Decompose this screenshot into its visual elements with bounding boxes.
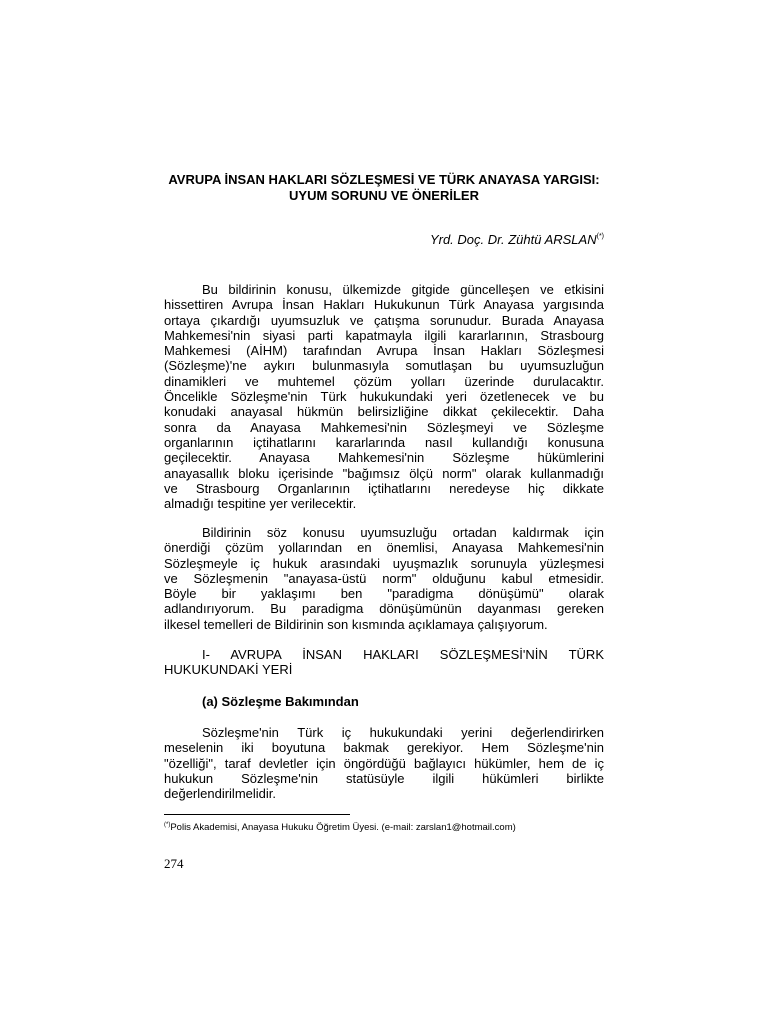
text-line: hukukun Sözleşme'nin statüsüyle ilgili hükümleri birlikte xyxy=(164,770,604,786)
text-line: ve Sözleşmenin "anayasa-üstü norm" olduğunu kabul etmesidir. xyxy=(164,570,604,586)
text-line: Bildirinin söz konusu uyumsuzluğu ortadan kaldırmak için xyxy=(202,525,604,540)
text-line: "özelliği", taraf devletler için öngördüğü bağlayıcı hükümler, hem de iç xyxy=(164,755,604,771)
section-heading xyxy=(164,647,604,678)
page-number: 274 xyxy=(164,856,184,871)
text-line: meselenin iki boyutuna bakmak gerekiyor. Hem Sözleşme'nin xyxy=(164,740,604,756)
text-line: anayasallık bloku içerisinde "bağımsız ölçü norm" olarak kullanmadığı xyxy=(164,465,604,481)
article-title: AVRUPA İNSAN HAKLARI SÖZLEŞMESİ VE TÜRK ANAYASA YARGISI: UYUM SORUNU VE ÖNERİLER xyxy=(168,172,600,203)
text-line: Bu bildirinin konusu, ülkemizde gitgide güncelleşen ve etkisini xyxy=(202,282,604,297)
text-line: Mahkemesi (AİHM) tarafından Avrupa İnsan Hakları Sözleşmesi xyxy=(164,343,604,359)
text-line: ve Strasbourg Organlarının içtihatlarını neredeyse hiç dikkate xyxy=(164,480,604,496)
text-line: dinamikleri ve muhtemel çözüm yolları üzerinde durulacaktır. xyxy=(164,373,604,389)
author-note-mark: (*) xyxy=(596,233,604,240)
text-line: sonra da Anayasa Mahkemesi'nin Sözleşmeyi ve Sözleşme xyxy=(164,419,604,435)
text-line: Sözleşmeyle iç hukuk arasındaki uyuşmazlık sorunuyla yüzleşmesi xyxy=(164,555,604,571)
footnote-divider xyxy=(164,814,350,815)
footnote-text: Polis Akademisi, Anayasa Hukuku Öğretim Üyesi. (e-mail: zarslan1@hotmail.com) xyxy=(170,822,516,833)
footnote-mark: (*) xyxy=(164,822,171,828)
text-line: Mahkemesi'nin siyasi parti kapatmayla ilgili kararlarının, Strasbourg xyxy=(164,327,604,343)
text-line: önerdiği çözüm yollarından en önemlisi, Anayasa Mahkemesi'nin xyxy=(164,540,604,556)
author-line xyxy=(300,232,604,248)
text-line: Böyle bir yaklaşımı ben "paradigma dönüşümü" olarak xyxy=(164,586,604,602)
footnote xyxy=(164,822,604,834)
text-line: konudaki anayasal hükmün belirsizliğine dikkat çekilecektir. Daha xyxy=(164,404,604,420)
text-line: geçilecektir. Anayasa Mahkemesi'nin Sözleşme hükümlerini xyxy=(164,450,604,466)
paragraph-abstract-1 xyxy=(164,282,604,511)
author-name: Yrd. Doç. Dr. Zühtü ARSLAN xyxy=(429,232,597,247)
text-line: adlandırıyorum. Bu paradigma dönüşümünün dayanması gereken xyxy=(164,601,604,617)
text-line: hissettiren Avrupa İnsan Hakları Hukukunun Türk Anayasa yargısında xyxy=(164,297,604,313)
section-heading-line: I- AVRUPA İNSAN HAKLARI SÖZLEŞMESİ'NİN TÜRK xyxy=(202,647,604,662)
text-line: ortaya çıkardığı uyumsuzluk ve çatışma sorunudur. Burada Anayasa xyxy=(164,312,604,328)
text-line: ilkesel temelleri de Bildirinin son kısmında açıklamaya çalışıyorum. xyxy=(164,616,548,632)
text-line: Öncelikle Sözleşme'nin Türk hukukundaki yeri özetlenecek ve bu xyxy=(164,389,604,405)
text-line: (Sözleşme)'ne aykırı bulunmasıyla somutlaşan bu uyumsuzluğun xyxy=(164,358,604,374)
paragraph-body-1 xyxy=(164,725,604,801)
subsection-heading: (a) Sözleşme Bakımından xyxy=(202,694,359,709)
text-line: almadığı tespitine yer verilecektir. xyxy=(164,496,357,512)
text-line: değerlendirilmelidir. xyxy=(164,786,276,802)
section-heading-line: HUKUKUNDAKİ YERİ xyxy=(164,662,293,678)
paragraph-abstract-2 xyxy=(164,525,604,632)
text-line: Sözleşme'nin Türk iç hukukundaki yerini değerlendirirken xyxy=(202,725,604,740)
text-line: organlarının içtihatlarını kararlarında nasıl kullandığı konusuna xyxy=(164,434,604,450)
